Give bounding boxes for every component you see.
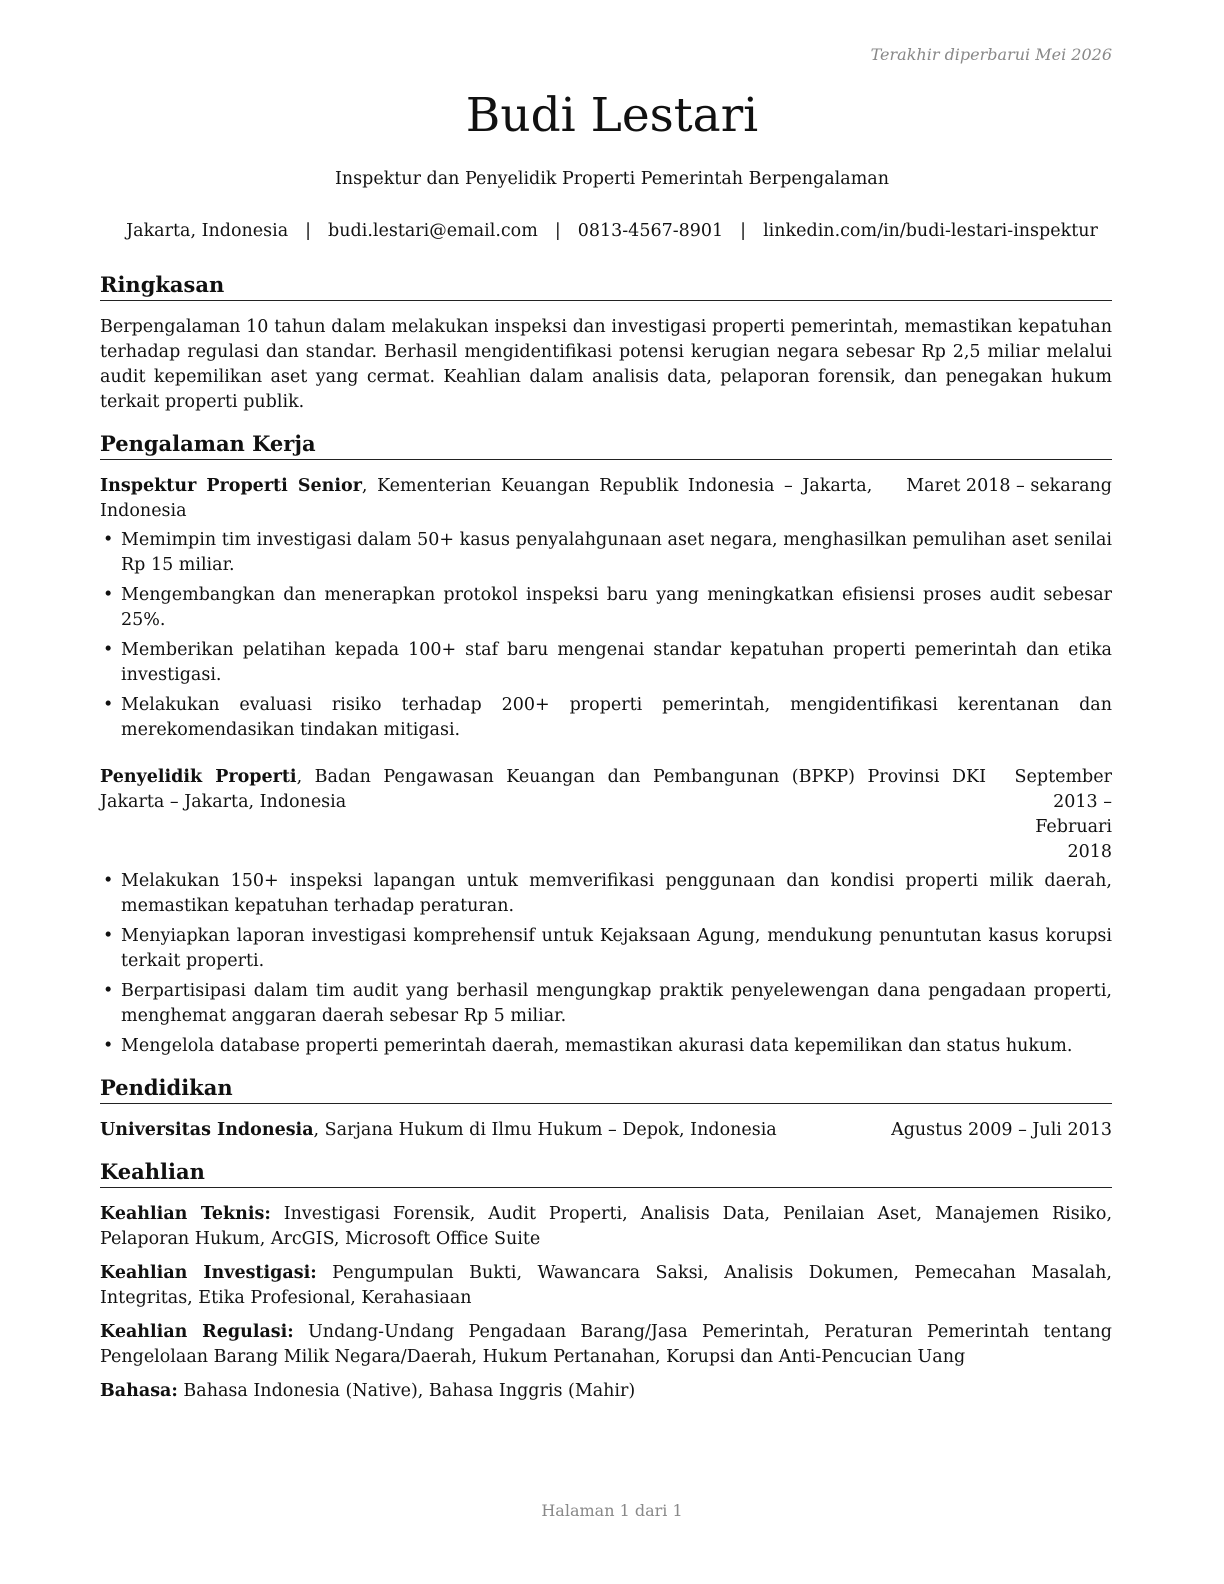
skill-group-text: Investigasi Forensik, Audit Properti, Analisis Data, Penilaian Aset, Manajemen Risiko, Pelaporan Hukum, ArcGIS, Microsoft Office Suite bbox=[100, 1204, 1113, 1249]
candidate-tagline: Inspektur dan Penyelidik Properti Pemerintah Berpengalaman bbox=[334, 169, 890, 189]
job-dates: September 2013 – Februari 2018 bbox=[1014, 767, 1112, 862]
skill-group-label: Bahasa: bbox=[100, 1381, 178, 1401]
section-title: Keahlian bbox=[100, 1157, 1112, 1188]
contact-separator: | bbox=[740, 221, 747, 241]
resume-body bbox=[100, 270, 1112, 1418]
education-section bbox=[100, 1073, 1112, 1143]
experience-section bbox=[100, 429, 1112, 1059]
skill-group-text: Pengumpulan Bukti, Wawancara Saksi, Analisis Dokumen, Pemecahan Masalah, Integritas, Etika Profesional, Kerahasiaan bbox=[100, 1263, 1112, 1308]
skill-group-text: Undang-Undang Pengadaan Barang/Jasa Pemerintah, Peraturan Pemerintah tentang Pengelolaan Barang Milik Negara/Daerah, Hukum Pertanahan, Korupsi dan Anti-Pencucian Uang bbox=[100, 1322, 1113, 1367]
skill-group bbox=[100, 1261, 1112, 1311]
skill-group-text: Bahasa Indonesia (Native), Bahasa Inggris (Mahir) bbox=[177, 1381, 636, 1401]
job-organization: , Badan Pengawasan Keuangan dan Pembangunan (BPKP) Provinsi DKI Jakarta – Jakarta, Indonesia bbox=[100, 767, 986, 812]
job-bullets bbox=[100, 869, 1112, 1059]
education-dates: Agustus 2009 – Juli 2013 bbox=[891, 1120, 1112, 1140]
page-number: Halaman 1 dari 1 bbox=[541, 1501, 683, 1520]
skill-group-label: Keahlian Teknis: bbox=[100, 1204, 271, 1224]
section-title: Pendidikan bbox=[100, 1073, 1112, 1104]
job-entry bbox=[100, 474, 1112, 743]
skills-section bbox=[100, 1157, 1112, 1404]
contact-separator: | bbox=[305, 221, 312, 241]
education-degree: , Sarjana Hukum di Ilmu Hukum – Depok, Indonesia bbox=[313, 1120, 777, 1140]
contact-separator: | bbox=[554, 221, 561, 241]
contact-location: Jakarta, Indonesia bbox=[126, 221, 289, 241]
section-title: Pengalaman Kerja bbox=[100, 429, 1112, 460]
job-bullets bbox=[100, 528, 1112, 743]
list-item: • Menyiapkan laporan investigasi komprehensif untuk Kejaksaan Agung, mendukung penuntutan kasus korupsi terkait properti. bbox=[100, 924, 1112, 974]
list-item: • Memimpin tim investigasi dalam 50+ kasus penyalahgunaan aset negara, menghasilkan pemulihan aset senilai Rp 15 miliar. bbox=[100, 528, 1112, 578]
contact-linkedin[interactable]: linkedin.com/in/budi-lestari-inspektur bbox=[763, 221, 1098, 241]
education-entry bbox=[100, 1118, 1112, 1143]
contact-email[interactable]: budi.lestari@email.com bbox=[328, 221, 538, 241]
skill-group bbox=[100, 1320, 1112, 1370]
summary-section bbox=[100, 270, 1112, 415]
candidate-name: Budi Lestari bbox=[465, 88, 759, 143]
job-role: Inspektur Properti Senior bbox=[100, 476, 362, 496]
job-entry bbox=[100, 765, 1112, 1059]
skill-group-label: Keahlian Regulasi: bbox=[100, 1322, 294, 1342]
list-item: • Mengelola database properti pemerintah daerah, memastikan akurasi data kepemilikan dan status hukum. bbox=[100, 1034, 1112, 1059]
list-item: • Melakukan 150+ inspeksi lapangan untuk memverifikasi penggunaan dan kondisi properti milik daerah, memastikan kepatuhan terhadap peraturan. bbox=[100, 869, 1112, 919]
job-header bbox=[100, 474, 1112, 524]
job-header bbox=[100, 765, 1112, 865]
education-line bbox=[100, 1118, 857, 1143]
list-item: • Berpartisipasi dalam tim audit yang berhasil mengungkap praktik penyelewengan dana pengadaan properti, menghemat anggaran daerah sebesar Rp 5 miliar. bbox=[100, 979, 1112, 1029]
list-item: • Melakukan evaluasi risiko terhadap 200+ properti pemerintah, mengidentifikasi kerentanan dan merekomendasikan tindakan mitigasi. bbox=[100, 693, 1112, 743]
last-updated-note: Terakhir diperbarui Mei 2026 bbox=[870, 45, 1112, 64]
job-role: Penyelidik Properti bbox=[100, 767, 297, 787]
contact-phone: 0813-4567-8901 bbox=[577, 221, 724, 241]
skill-group bbox=[100, 1379, 1112, 1404]
section-title: Ringkasan bbox=[100, 270, 1112, 301]
skill-group bbox=[100, 1202, 1112, 1252]
education-school: Universitas Indonesia bbox=[100, 1120, 314, 1140]
skill-group-label: Keahlian Investigasi: bbox=[100, 1263, 317, 1283]
job-organization: , Kementerian Keuangan Republik Indonesia – Jakarta, Indonesia bbox=[100, 476, 873, 521]
list-item: • Memberikan pelatihan kepada 100+ staf baru mengenai standar kepatuhan properti pemerintah dan etika investigasi. bbox=[100, 638, 1112, 688]
job-title-line bbox=[100, 474, 872, 524]
list-item: • Mengembangkan dan menerapkan protokol inspeksi baru yang meningkatkan efisiensi proses audit sebesar 25%. bbox=[100, 583, 1112, 633]
summary-text: Berpengalaman 10 tahun dalam melakukan inspeksi dan investigasi properti pemerintah, memastikan kepatuhan terhadap regulasi dan standar. Berhasil mengidentifikasi potensi kerugian negara sebesar Rp 2,5 miliar melalui audit kepemilikan aset yang cermat. Keahlian dalam analisis data, pelaporan forensik, dan penegakan hukum terkait properti publik. bbox=[100, 317, 1112, 412]
job-dates: Maret 2018 – sekarang bbox=[906, 476, 1112, 496]
job-title-line bbox=[100, 765, 986, 815]
contact-line bbox=[0, 219, 1224, 243]
